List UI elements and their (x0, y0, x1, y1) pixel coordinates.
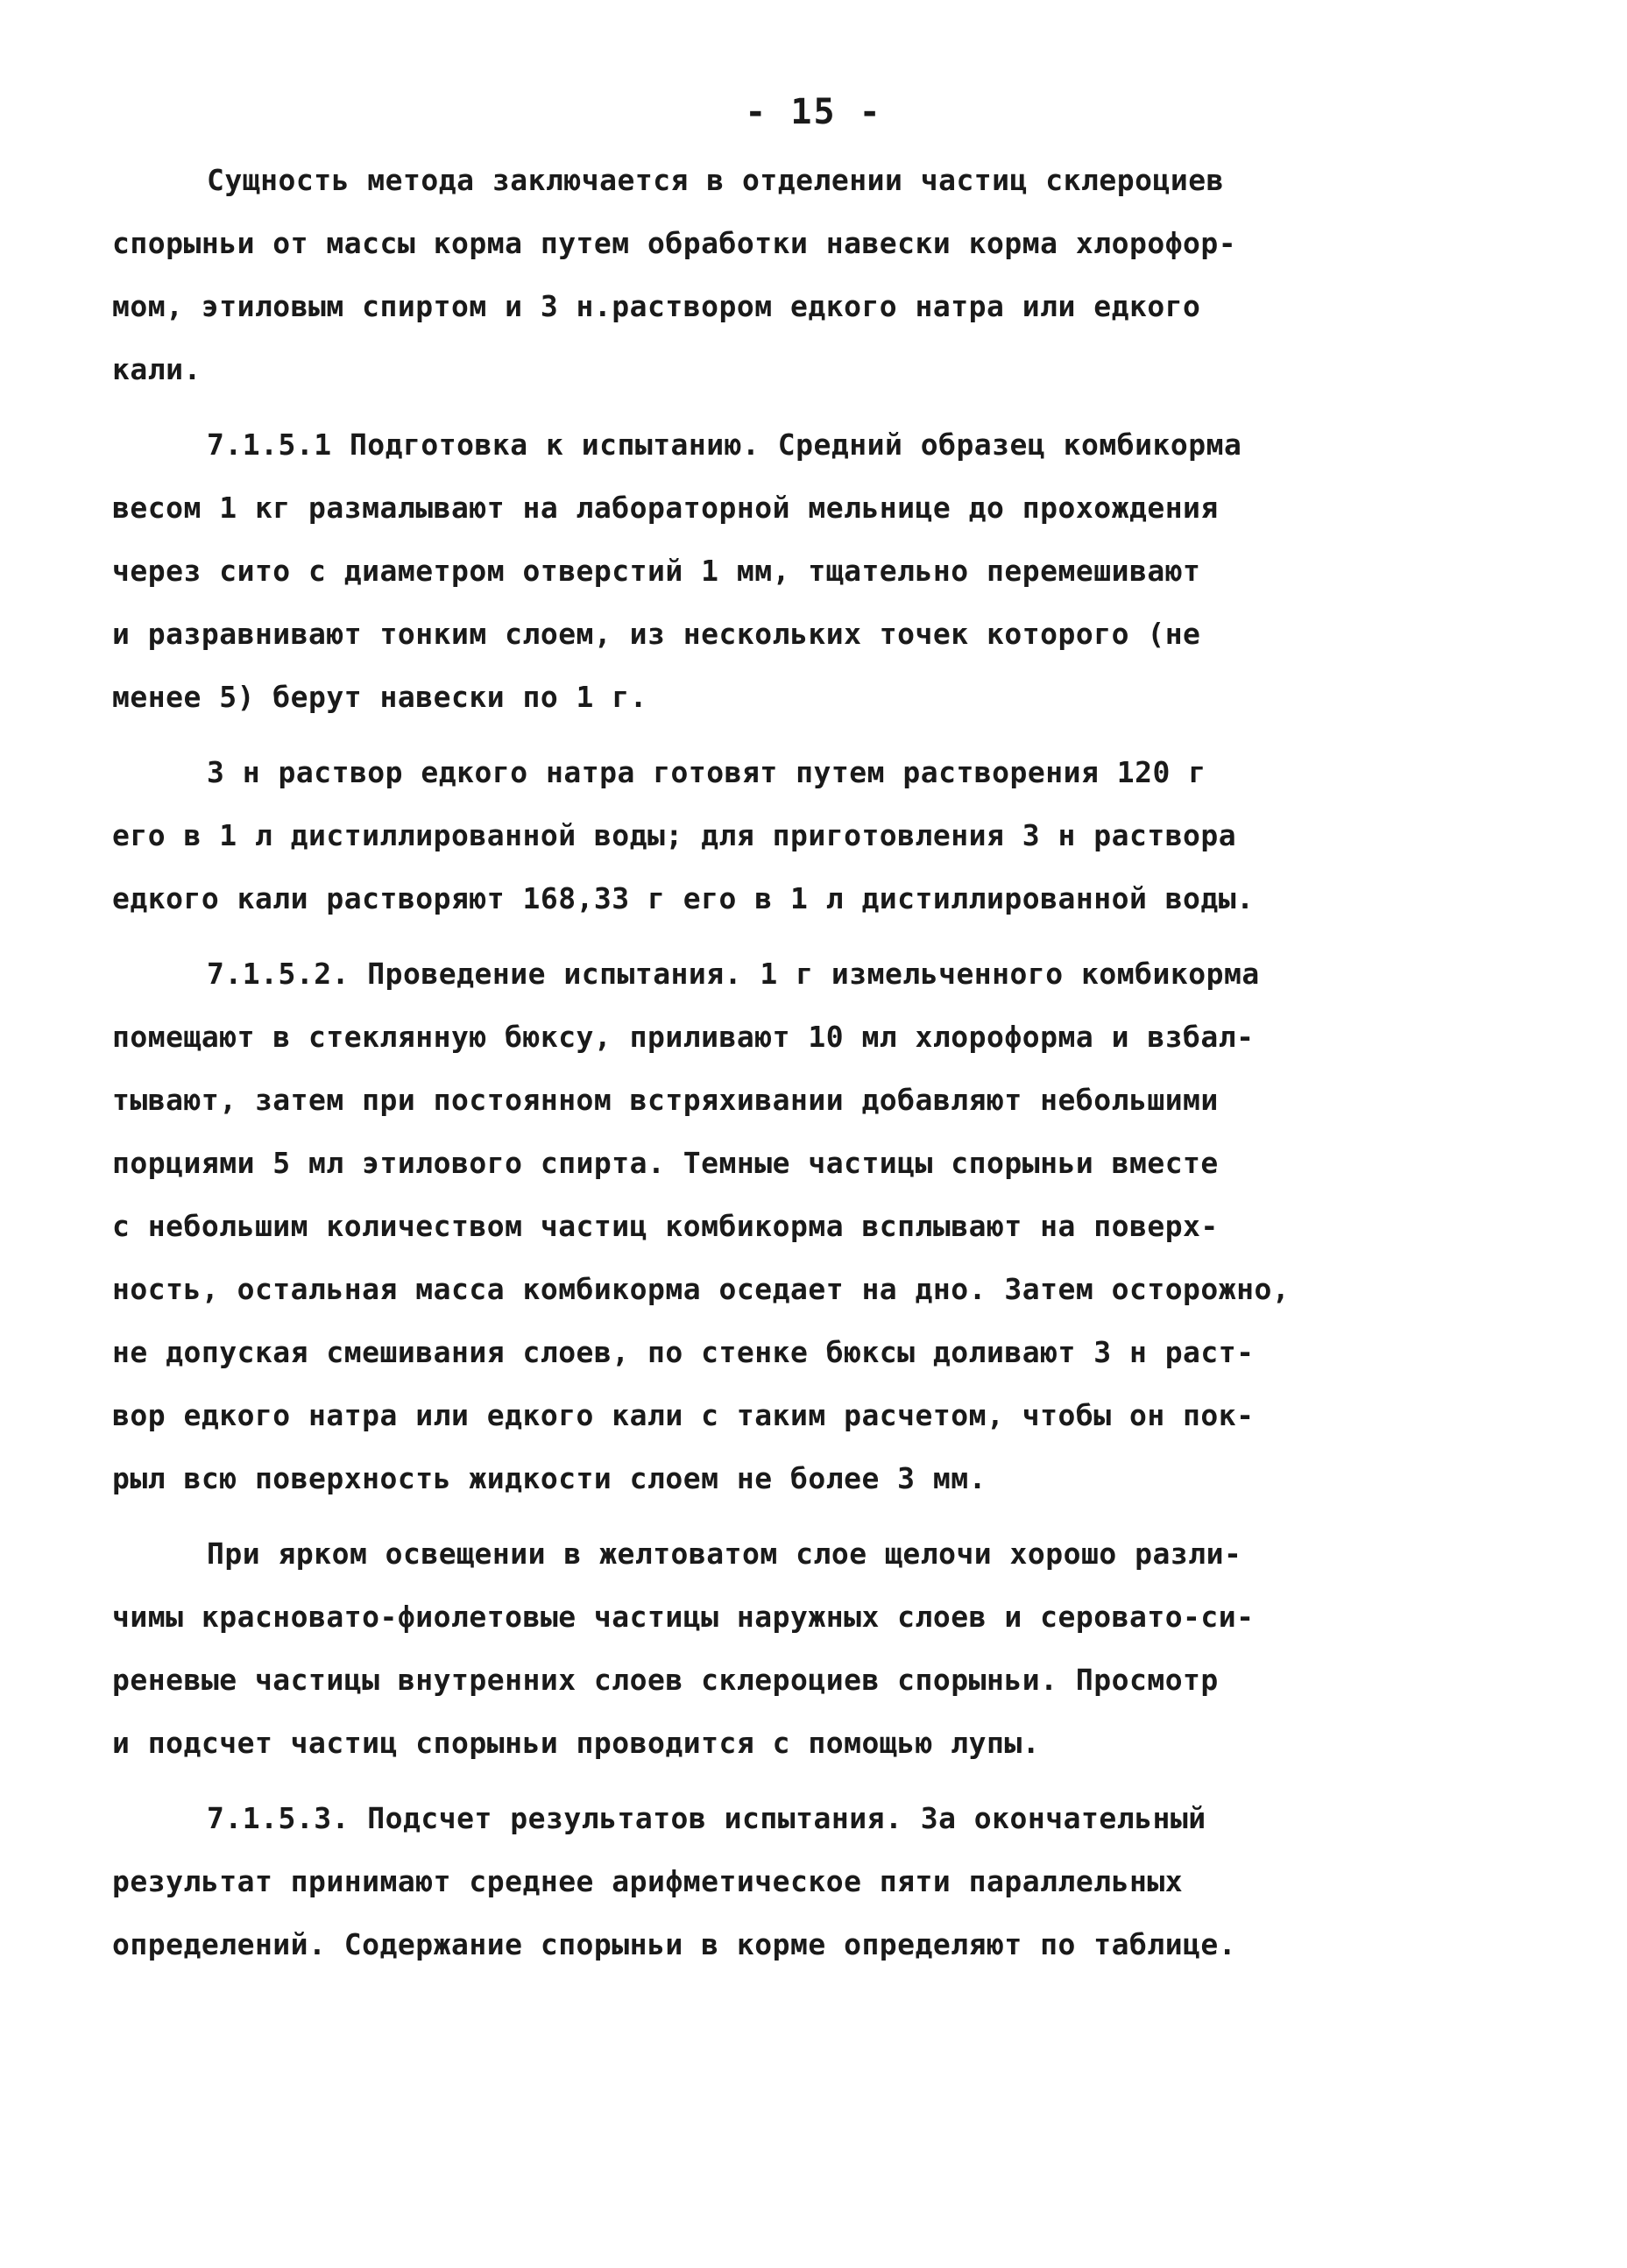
text-line: не допуская смешивания слоев, по стенке бюксы доливают 3 н раст- (112, 1335, 1255, 1369)
text-line: ность, остальная масса комбикорма оседает на дно. Затем осторожно, (112, 1272, 1291, 1306)
paragraph-method-essence (112, 149, 1356, 401)
text-line: весом 1 кг размалывают на лабораторной мельнице до прохождения (112, 491, 1219, 525)
text-line: порциями 5 мл этилового спирта. Темные частицы спорыньи вместе (112, 1146, 1219, 1180)
text-line: мом, этиловым спиртом и 3 н.раствором едкого натра или едкого (112, 289, 1201, 323)
text-line: помещают в стеклянную бюксу, приливают 10 мл хлороформа и взбал- (112, 1020, 1255, 1054)
text-line: спорыньи от массы корма путем обработки навески корма хлорофор- (112, 226, 1237, 260)
text-line: чимы красновато-фиолетовые частицы наружных слоев и серовато-си- (112, 1600, 1255, 1634)
text-line: определений. Содержание спорыньи в корме определяют по таблице. (112, 1927, 1237, 1961)
paragraph-solution (112, 741, 1356, 930)
text-line: с небольшим количеством частиц комбикорма всплывают на поверх- (112, 1209, 1219, 1243)
text-line: тывают, затем при постоянном встряхивании добавляют небольшими (112, 1083, 1219, 1117)
text-line: и подсчет частиц спорыньи проводится с помощью лупы. (112, 1726, 1041, 1760)
text-line: менее 5) берут навески по 1 г. (112, 680, 648, 714)
text-line: рыл всю поверхность жидкости слоем не более 3 мм. (112, 1461, 987, 1495)
paragraph-preparation (112, 413, 1356, 729)
text-line: При ярком освещении в желтоватом слое щелочи хорошо разли- (207, 1537, 1242, 1571)
paragraph-test-procedure (112, 943, 1356, 1510)
text-line: 7.1.5.1 Подготовка к испытанию. Средний образец комбикорма (207, 427, 1242, 462)
text-line: результат принимают среднее арифметическое пяти параллельных (112, 1864, 1184, 1898)
text-line: 3 н раствор едкого натра готовят путем растворения 120 г (207, 755, 1206, 789)
paragraph-observation (112, 1523, 1356, 1775)
text-line: реневые частицы внутренних слоев склероциев спорыньи. Просмотр (112, 1663, 1219, 1697)
text-line: 7.1.5.2. Проведение испытания. 1 г измельченного комбикорма (207, 957, 1260, 991)
page-number: - 15 - (745, 92, 882, 132)
text-line: едкого кали растворяют 168,33 г его в 1 л дистиллированной воды. (112, 881, 1255, 915)
paragraph-results (112, 1787, 1356, 1976)
text-line: вор едкого натра или едкого кали с таким расчетом, чтобы он пок- (112, 1398, 1255, 1432)
text-line: 7.1.5.3. Подсчет результатов испытания. За окончательный (207, 1801, 1206, 1835)
document-body (112, 149, 1356, 1976)
text-line: Сущность метода заключается в отделении частиц склероциев (207, 163, 1224, 197)
text-line: и разравнивают тонким слоем, из нескольких точек которого (не (112, 617, 1201, 651)
text-line: кали. (112, 352, 202, 386)
text-line: его в 1 л дистиллированной воды; для приготовления 3 н раствора (112, 818, 1237, 852)
text-line: через сито с диаметром отверстий 1 мм, тщательно перемешивают (112, 554, 1201, 588)
